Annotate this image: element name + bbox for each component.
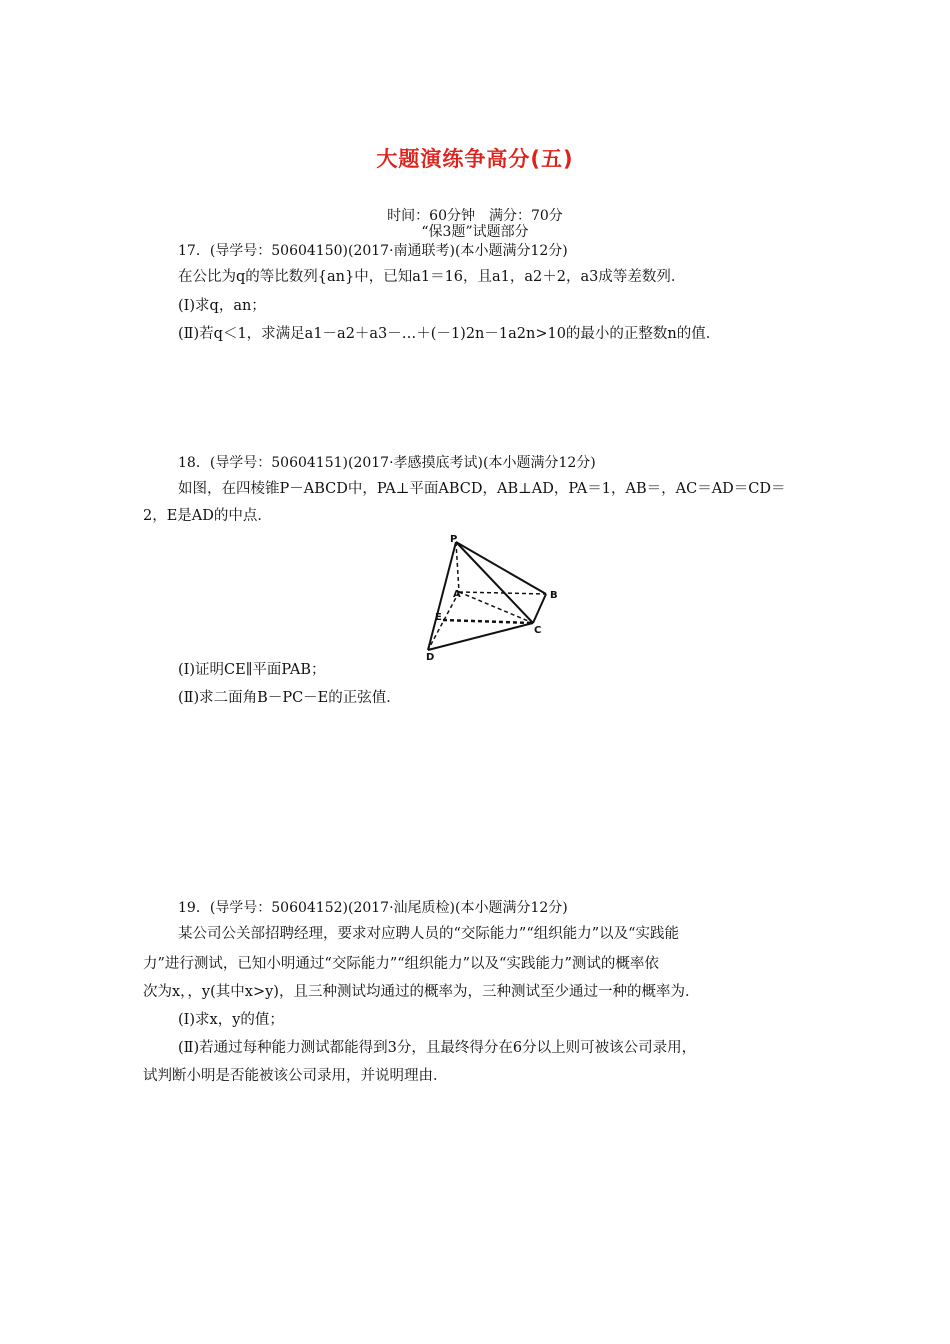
- page-title: 大题演练争高分(五): [376, 147, 574, 171]
- label-e: E: [435, 612, 442, 623]
- section-heading: “保3题”试题部分: [421, 224, 529, 240]
- q19-stem-line1: 某公司公关部招聘经理，要求对应聘人员的“交际能力”“组织能力”以及“实践能: [178, 926, 680, 942]
- label-a: A: [453, 589, 461, 600]
- q19-stem-line3: 次为x，，y(其中x>y)，且三种测试均通过的概率为，三种测试至少通过一种的概率为．: [143, 984, 700, 1000]
- edge-pa: [456, 542, 459, 592]
- edge-ab: [459, 592, 546, 594]
- q19-part1: (Ⅰ)求x，y的值；: [178, 1012, 284, 1028]
- edge-bc: [533, 594, 546, 623]
- q19-stem-line2: 力”进行测试，已知小明通过“交际能力”“组织能力”以及“实践能力”测试的概率依: [143, 956, 659, 972]
- q19-header: 19．(导学号：50604152)(2017·汕尾质检)(本小题满分12分): [178, 900, 568, 916]
- pyramid-figure: [416, 532, 576, 662]
- q17-stem-text: 在公比为q的等比数列{an}中，已知a1＝16，且a1，a2＋2，a3成等差数列．: [178, 269, 686, 285]
- q17-stem: [178, 267, 685, 287]
- q17-header: 17．(导学号：50604150)(2017·南通联考)(本小题满分12分): [178, 243, 568, 259]
- edge-cd: [428, 623, 533, 650]
- q18-stem-line1: 如图，在四棱锥P－ABCD中，PA⊥平面ABCD，AB⊥AD，PA＝1，AB＝，AC＝AD＝CD＝: [178, 481, 786, 497]
- q17-part2: (Ⅱ)若q＜1，求满足a1－a2＋a3－…＋(－1)2n－1a2n>10的最小的正整数n的值．: [178, 326, 721, 342]
- q17-part1: (Ⅰ)求q，an；: [178, 298, 266, 314]
- label-p: P: [450, 534, 458, 545]
- q18-part2: (Ⅱ)求二面角B－PC－E的正弦值．: [178, 690, 401, 706]
- edge-ec: [443, 620, 533, 623]
- label-b: B: [550, 590, 558, 601]
- q19-part2-line1: (Ⅱ)若通过每种能力测试都能得到3分，且最终得分在6分以上则可被该公司录用，: [178, 1040, 697, 1056]
- edge-pb: [456, 542, 546, 594]
- edge-pd: [428, 542, 456, 650]
- edge-ac: [459, 592, 533, 623]
- label-d: D: [426, 652, 435, 662]
- q19-part2-line2: 试判断小明是否能被该公司录用，并说明理由．: [143, 1068, 448, 1084]
- time-score-line: 时间：60分钟 满分：70分: [387, 208, 563, 224]
- label-c: C: [534, 625, 542, 636]
- q18-header: 18．(导学号：50604151)(2017·孝感摸底考试)(本小题满分12分): [178, 455, 596, 471]
- edge-pc: [456, 542, 533, 623]
- q18-part1: (Ⅰ)证明CE∥平面PAB；: [178, 662, 326, 678]
- q18-stem-line2: 2，E是AD的中点．: [143, 508, 272, 524]
